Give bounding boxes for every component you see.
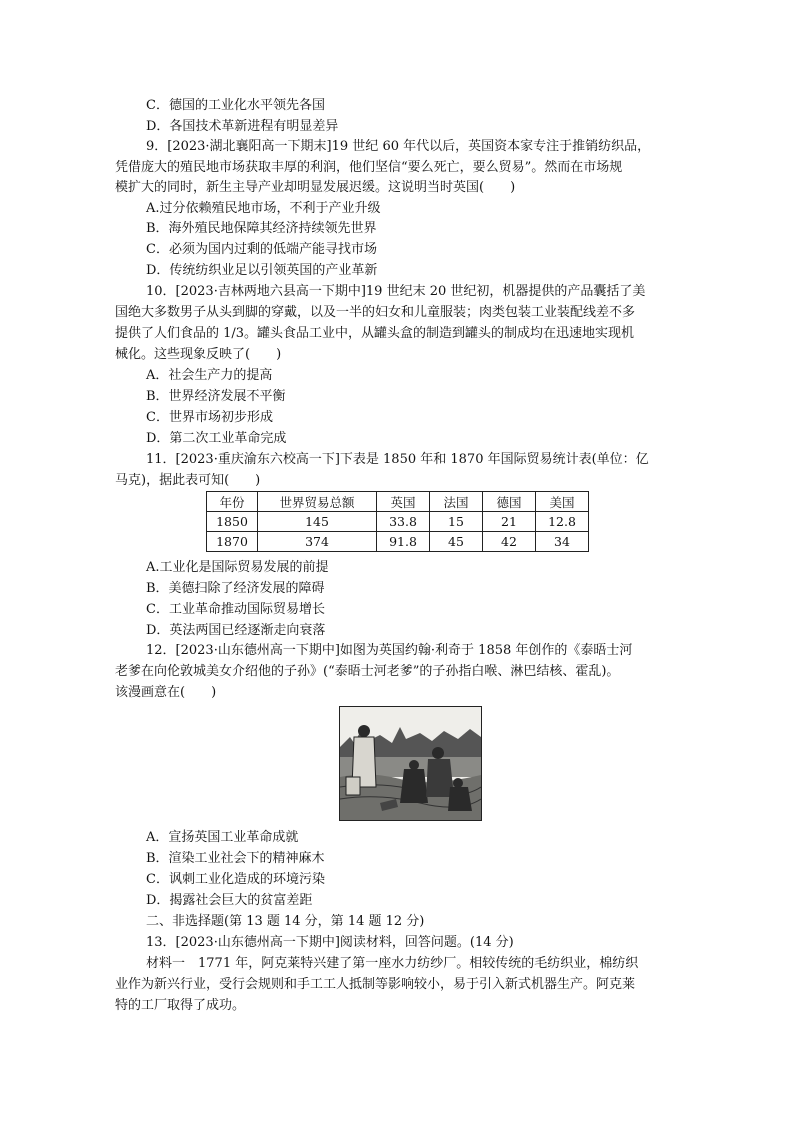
q12-stem-line3: 该漫画意在( ) xyxy=(115,685,217,700)
q9-option-b: B．海外殖民地保障其经济持续领先世界 xyxy=(146,221,377,236)
q10-option-b: B．世界经济发展不平衡 xyxy=(146,389,286,404)
q12-stem-line2: 老爹在向伦敦城美女介绍他的子孙》(“泰晤士河老爹”的子孙指白喉、淋巴结核、霍乱)。 xyxy=(115,664,620,679)
table-cell: 33.8 xyxy=(377,512,430,532)
q11-option-b: B．美德扫除了经济发展的障碍 xyxy=(146,581,325,596)
trade-statistics-table xyxy=(206,491,589,552)
table-header-cell: 法国 xyxy=(430,492,483,512)
q12-option-b: B．渲染工业社会下的精神麻木 xyxy=(146,851,325,866)
table-header-row xyxy=(207,492,589,512)
q11-stem-line2: 马克)，据此表可知( ) xyxy=(115,473,261,488)
q12-option-c: C．讽刺工业化造成的环境污染 xyxy=(146,872,325,887)
table-row xyxy=(207,532,589,552)
table-cell: 374 xyxy=(258,532,377,552)
q10-stem-line2: 国绝大多数男子从头到脚的穿戴，以及一半的妇女和儿童服装；肉类包装工业装配线差不多 xyxy=(115,305,636,320)
q11-option-a: A.工业化是国际贸易发展的前提 xyxy=(146,560,329,575)
table-cell: 15 xyxy=(430,512,483,532)
q13-stem: 13．[2023·山东德州高一下期中]阅读材料，回答问题。(14 分) xyxy=(146,935,514,950)
table-header-cell: 年份 xyxy=(207,492,258,512)
q9-option-a: A.过分依赖殖民地市场，不利于产业升级 xyxy=(146,201,381,216)
section-two-heading: 二、非选择题(第 13 题 14 分，第 14 题 12 分) xyxy=(146,914,425,929)
table-cell: 45 xyxy=(430,532,483,552)
table-header-cell: 英国 xyxy=(377,492,430,512)
q11-option-d: D．英法两国已经逐渐走向衰落 xyxy=(146,623,326,638)
q9-stem-line3: 模扩大的同时，新生主导产业却明显发展迟缓。这说明当时英国( ) xyxy=(115,180,516,195)
thames-cartoon-image xyxy=(339,706,482,821)
q8-option-c: C．德国的工业化水平领先各国 xyxy=(146,98,325,113)
q10-option-d: D．第二次工业革命完成 xyxy=(146,431,287,446)
table-header-cell: 美国 xyxy=(536,492,589,512)
q11-option-c: C．工业革命推动国际贸易增长 xyxy=(146,602,325,617)
table-cell: 34 xyxy=(536,532,589,552)
material1-line2: 业作为新兴行业，受行会规则和手工工人抵制等影响较小，易于引入新式机器生产。阿克莱 xyxy=(115,977,636,992)
cartoon-illustration xyxy=(340,707,481,820)
table-header-cell: 世界贸易总额 xyxy=(258,492,377,512)
q10-option-a: A．社会生产力的提高 xyxy=(146,368,273,383)
q9-option-d: D．传统纺织业足以引领英国的产业革新 xyxy=(146,263,378,278)
q8-option-d: D．各国技术革新进程有明显差异 xyxy=(146,119,339,134)
q10-stem-line1: 10．[2023·吉林两地六县高一下期中]19 世纪末 20 世纪初，机器提供的产品囊括了美 xyxy=(146,284,646,299)
table-cell: 1870 xyxy=(207,532,258,552)
q9-stem-line1: 9．[2023·湖北襄阳高一下期末]19 世纪 60 年代以后，英国资本家专注于推销纺织品， xyxy=(146,139,651,154)
table-cell: 21 xyxy=(483,512,536,532)
table-row xyxy=(207,512,589,532)
q11-stem-line1: 11．[2023·重庆渝东六校高一下]下表是 1850 年和 1870 年国际贸易统计表(单位：亿 xyxy=(146,452,649,467)
q9-stem-line2: 凭借庞大的殖民地市场获取丰厚的利润，他们坚信“要么死亡，要么贸易”。然而在市场规 xyxy=(115,160,623,175)
q12-option-a: A．宣扬英国工业革命成就 xyxy=(146,830,299,845)
table-cell: 91.8 xyxy=(377,532,430,552)
q12-stem-line1: 12．[2023·山东德州高一下期中]如图为英国约翰·利奇于 1858 年创作的《泰晤士河 xyxy=(146,643,633,658)
material1-line1: 材料一 1771 年，阿克莱特兴建了第一座水力纺纱厂。相较传统的毛纺织业，棉纺织 xyxy=(146,956,639,971)
table-header-cell: 德国 xyxy=(483,492,536,512)
q10-stem-line4: 械化。这些现象反映了( ) xyxy=(115,347,282,362)
q9-option-c: C．必须为国内过剩的低端产能寻找市场 xyxy=(146,242,377,257)
table-cell: 42 xyxy=(483,532,536,552)
q10-stem-line3: 提供了人们食品的 1/3。罐头食品工业中，从罐头盒的制造到罐头的制成均在迅速地实现机 xyxy=(115,326,635,341)
table-cell: 1850 xyxy=(207,512,258,532)
table-cell: 12.8 xyxy=(536,512,589,532)
q12-option-d: D．揭露社会巨大的贫富差距 xyxy=(146,893,313,908)
material1-line3: 特的工厂取得了成功。 xyxy=(115,998,246,1013)
table-cell: 145 xyxy=(258,512,377,532)
q10-option-c: C．世界市场初步形成 xyxy=(146,410,273,425)
